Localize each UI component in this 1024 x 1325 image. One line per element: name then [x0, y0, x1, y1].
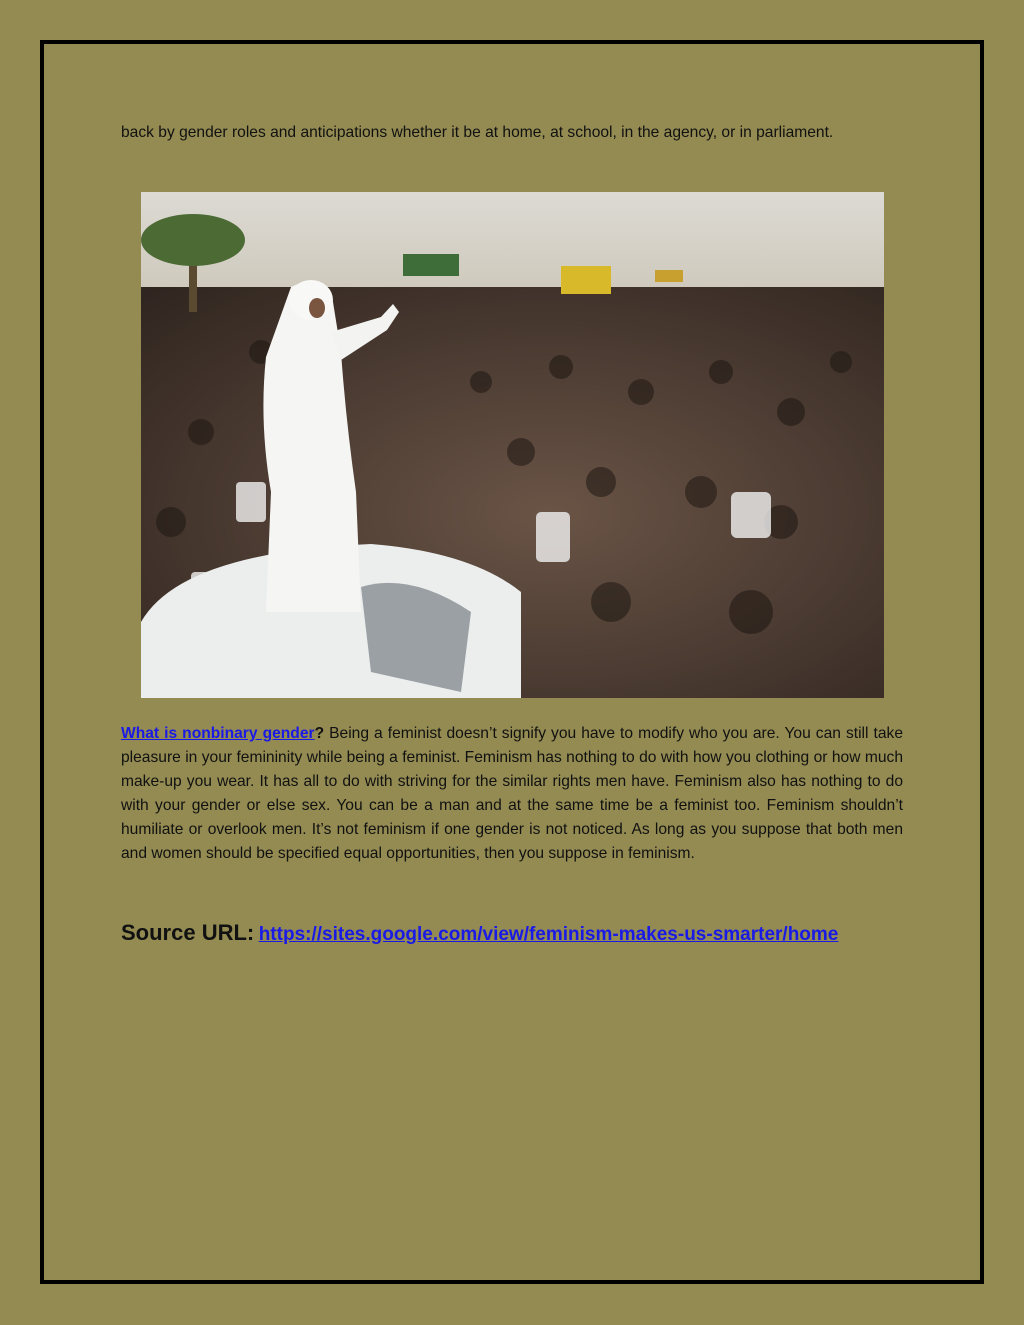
source-line: [121, 916, 903, 953]
source-url-link[interactable]: https://sites.google.com/view/feminism-makes-us-smarter/home: [258, 924, 839, 945]
link-question-mark: ?: [314, 725, 325, 742]
intro-paragraph: back by gender roles and anticipations whether it be at home, at school, in the agency, or in parliament.: [121, 124, 834, 141]
body-paragraph: [121, 722, 903, 866]
body-text: Being a feminist doesn’t signify you have to modify who you are. You can still take pleasure in your femininity while being a feminist. Feminism has nothing to do with how you clothing or how much make-up you wear. It has all to do with striving for the similar rights men have. Feminism also has nothing to do with your gender or else sex. You can be a man and at the same time be a feminist too. Feminism shouldn’t humiliate or overlook men. It’s not feminism if one gender is not noticed. As long as you suppose that both men and women should be specified equal opportunities, then you suppose in feminism.: [121, 725, 903, 862]
nonbinary-gender-link[interactable]: What is nonbinary gender: [121, 725, 315, 742]
protest-crowd-photo-icon: [141, 192, 884, 698]
protest-photo: [141, 192, 884, 698]
source-label: Source URL:: [121, 920, 255, 945]
